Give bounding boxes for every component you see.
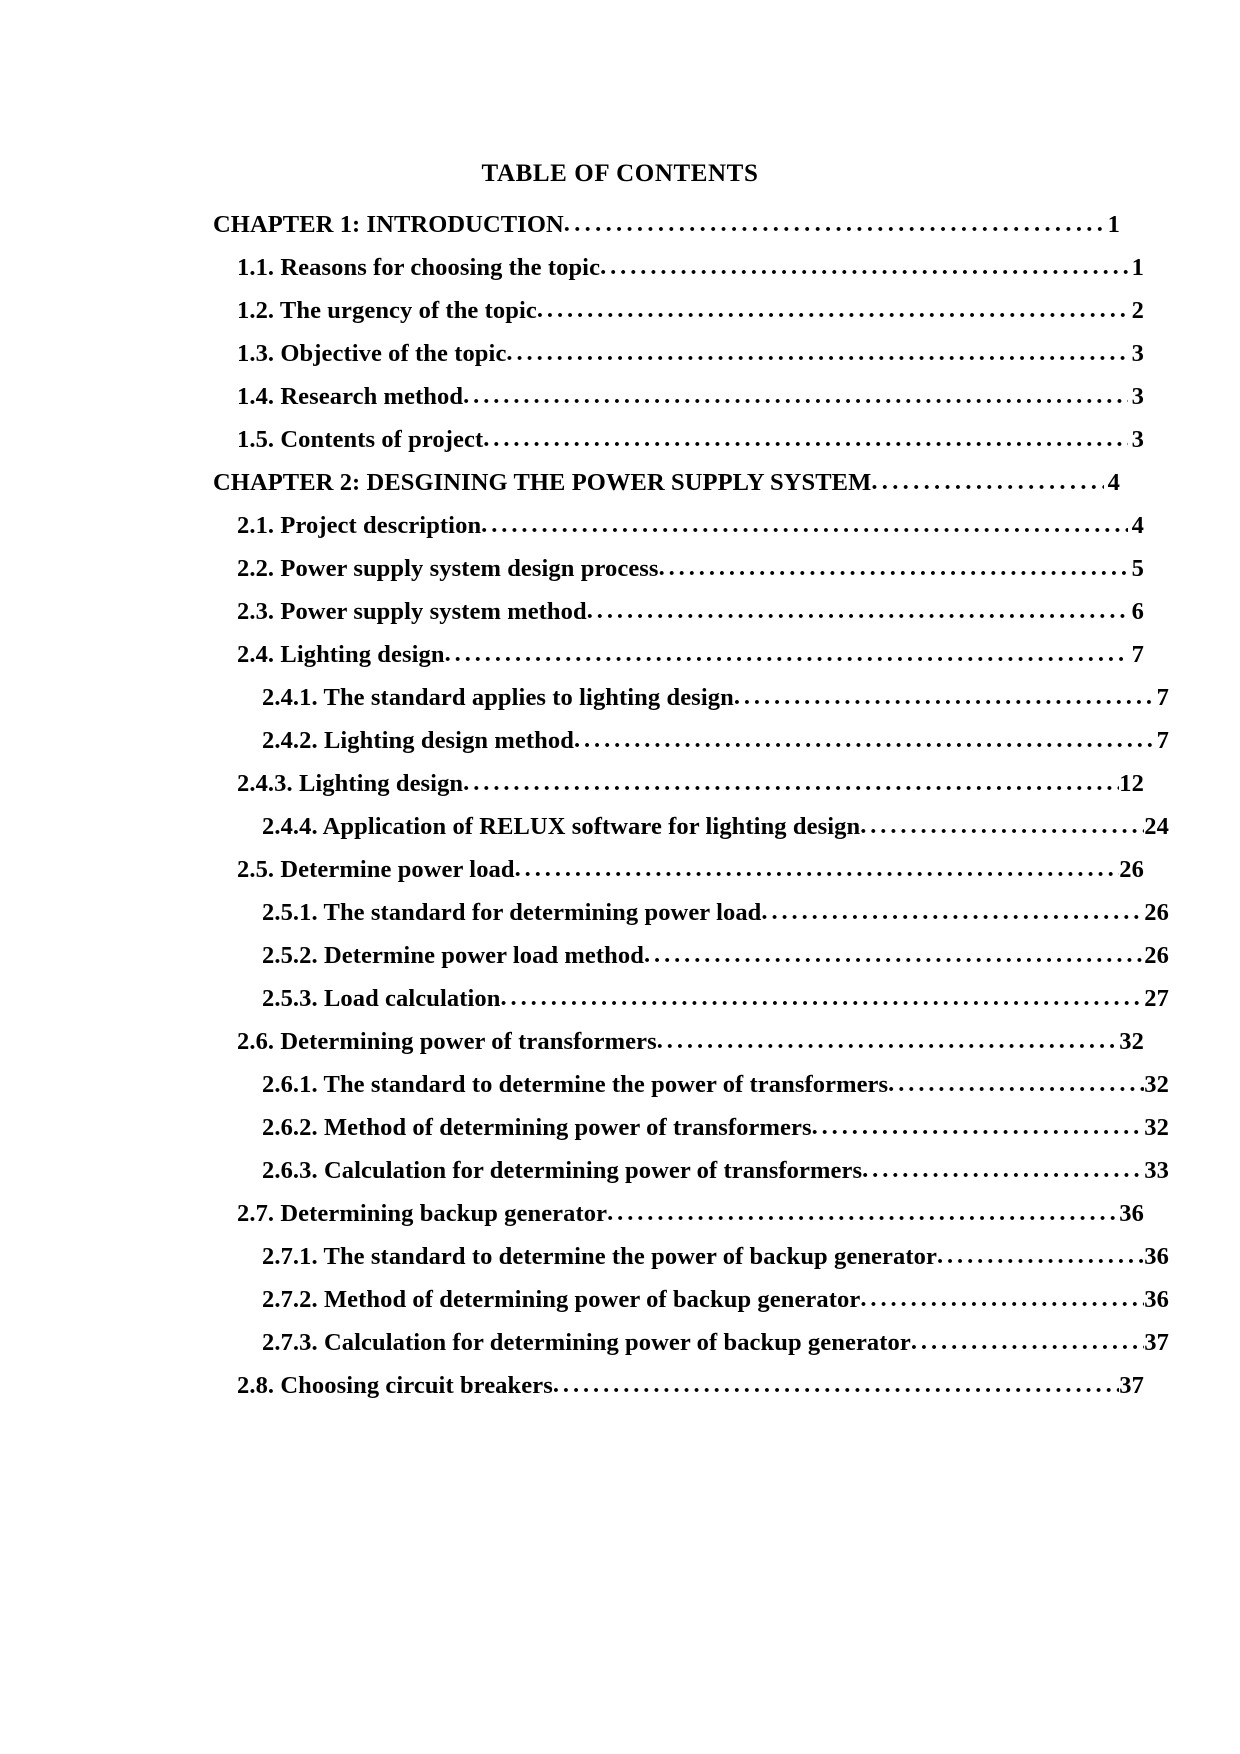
dot-leader [506,341,1128,366]
toc-entry[interactable] [213,1274,1169,1317]
toc-entry-page-number: 4 [1107,469,1120,496]
toc-entry[interactable] [213,414,1144,457]
dot-leader [657,1029,1120,1054]
toc-entry-title: 2.4.4. Application of RELUX software for lighting design [262,813,861,840]
toc-entry-title: 2.3. Power supply system method [237,598,587,625]
toc-entry-title: 1.5. Contents of project [237,426,484,453]
toc-entry-page-number: 3 [1131,383,1144,410]
dot-leader [445,642,1128,667]
toc-entry-title: 2.2. Power supply system design process [237,555,659,582]
toc-entry-title: CHAPTER 1: INTRODUCTION [213,211,564,238]
toc-entry-page-number: 33 [1144,1157,1169,1184]
toc-entry[interactable] [213,1231,1169,1274]
toc-entry-title: 2.5. Determine power load [237,856,515,883]
table-of-contents-list [213,199,1169,1403]
toc-entry[interactable] [213,1102,1169,1145]
toc-entry-page-number: 32 [1144,1114,1169,1141]
toc-entry-title: 1.2. The urgency of the topic [237,297,537,324]
toc-entry-title: 2.7.3. Calculation for determining power of backup generator [262,1329,911,1356]
toc-entry[interactable] [213,1317,1169,1360]
dot-leader [463,384,1128,409]
toc-entry-page-number: 7 [1156,727,1169,754]
toc-entry-title: 2.7. Determining backup generator [237,1200,608,1227]
toc-entry[interactable] [213,371,1144,414]
dot-leader [587,599,1128,624]
toc-entry-page-number: 26 [1119,856,1144,883]
toc-entry-title: 2.5.3. Load calculation [262,985,501,1012]
toc-entry-title: 2.5.2. Determine power load method [262,942,644,969]
toc-entry-title: 2.6. Determining power of transformers [237,1028,657,1055]
toc-entry-page-number: 36 [1144,1243,1169,1270]
toc-entry[interactable] [213,285,1144,328]
toc-entry[interactable] [213,758,1144,801]
dot-leader [515,857,1120,882]
toc-entry[interactable] [213,586,1144,629]
toc-entry-title: 2.6.3. Calculation for determining power of transformers [262,1157,863,1184]
toc-entry[interactable] [213,1145,1169,1188]
dot-leader [644,943,1144,968]
dot-leader [481,513,1128,538]
toc-entry-title: CHAPTER 2: DESGINING THE POWER SUPPLY SYSTEM [213,469,872,496]
toc-entry-page-number: 1 [1131,254,1144,281]
dot-leader [888,1072,1144,1097]
toc-entry-page-number: 32 [1144,1071,1169,1098]
dot-leader [911,1330,1144,1355]
toc-entry-title: 1.4. Research method [237,383,464,410]
toc-entry[interactable] [213,543,1144,586]
dot-leader [574,728,1153,753]
dot-leader [600,255,1128,280]
dot-leader [860,814,1144,839]
toc-entry-page-number: 7 [1131,641,1144,668]
toc-entry-title: 2.1. Project description [237,512,482,539]
toc-entry-page-number: 5 [1131,555,1144,582]
toc-entry-page-number: 36 [1144,1286,1169,1313]
dot-leader [659,556,1128,581]
dot-leader [860,1287,1144,1312]
toc-entry-page-number: 37 [1144,1329,1169,1356]
page-title: TABLE OF CONTENTS [481,160,759,187]
toc-entry-page-number: 36 [1119,1200,1144,1227]
toc-entry[interactable] [213,457,1120,500]
toc-entry[interactable] [213,500,1144,543]
toc-entry[interactable] [213,1188,1144,1231]
dot-leader [483,427,1128,452]
dot-leader [500,986,1144,1011]
dot-leader [553,1373,1119,1398]
dot-leader [537,298,1128,323]
toc-entry-page-number: 32 [1119,1028,1144,1055]
toc-entry-title: 1.1. Reasons for choosing the topic [237,254,601,281]
toc-entry-title: 2.5.1. The standard for determining power load [262,899,762,926]
toc-entry-page-number: 7 [1156,684,1169,711]
toc-entry-title: 2.7.1. The standard to determine the power of backup generator [262,1243,937,1270]
toc-entry[interactable] [213,930,1169,973]
toc-entry[interactable] [213,801,1169,844]
toc-entry-page-number: 26 [1144,899,1169,926]
dot-leader [463,771,1119,796]
toc-entry[interactable] [213,1016,1144,1059]
toc-entry[interactable] [213,199,1120,242]
toc-entry[interactable] [213,328,1144,371]
toc-entry-title: 2.4.1. The standard applies to lighting design [262,684,734,711]
dot-leader [862,1158,1144,1183]
toc-entry-title: 2.6.2. Method of determining power of transformers [262,1114,812,1141]
toc-entry-page-number: 26 [1144,942,1169,969]
toc-entry-page-number: 12 [1119,770,1144,797]
toc-entry-page-number: 37 [1119,1372,1144,1399]
toc-entry-title: 1.3. Objective of the topic [237,340,507,367]
toc-entry-page-number: 4 [1131,512,1144,539]
toc-entry[interactable] [213,672,1169,715]
toc-entry-title: 2.6.1. The standard to determine the power of transformers [262,1071,889,1098]
toc-entry-page-number: 3 [1131,426,1144,453]
dot-leader [761,900,1144,925]
toc-entry-page-number: 6 [1131,598,1144,625]
toc-entry[interactable] [213,1360,1144,1403]
toc-entry[interactable] [213,844,1144,887]
toc-entry-page-number: 27 [1144,985,1169,1012]
toc-entry[interactable] [213,242,1144,285]
toc-entry[interactable] [213,715,1169,758]
toc-entry-page-number: 2 [1131,297,1144,324]
toc-entry-title: 2.4.2. Lighting design method [262,727,574,754]
dot-leader [607,1201,1119,1226]
toc-entry[interactable] [213,1059,1169,1102]
toc-entry-title: 2.7.2. Method of determining power of backup generator [262,1286,861,1313]
toc-entry[interactable] [213,629,1144,672]
dot-leader [937,1244,1144,1269]
dot-leader [734,685,1153,710]
dot-leader [564,212,1104,237]
dot-leader [871,470,1104,495]
toc-entry-title: 2.4. Lighting design [237,641,445,668]
toc-entry-page-number: 1 [1107,211,1120,238]
dot-leader [812,1115,1145,1140]
toc-entry-title: 2.8. Choosing circuit breakers [237,1372,553,1399]
toc-entry-page-number: 3 [1131,340,1144,367]
toc-entry-page-number: 24 [1144,813,1169,840]
toc-entry[interactable] [213,887,1169,930]
toc-entry-title: 2.4.3. Lighting design [237,770,464,797]
toc-entry[interactable] [213,973,1169,1016]
